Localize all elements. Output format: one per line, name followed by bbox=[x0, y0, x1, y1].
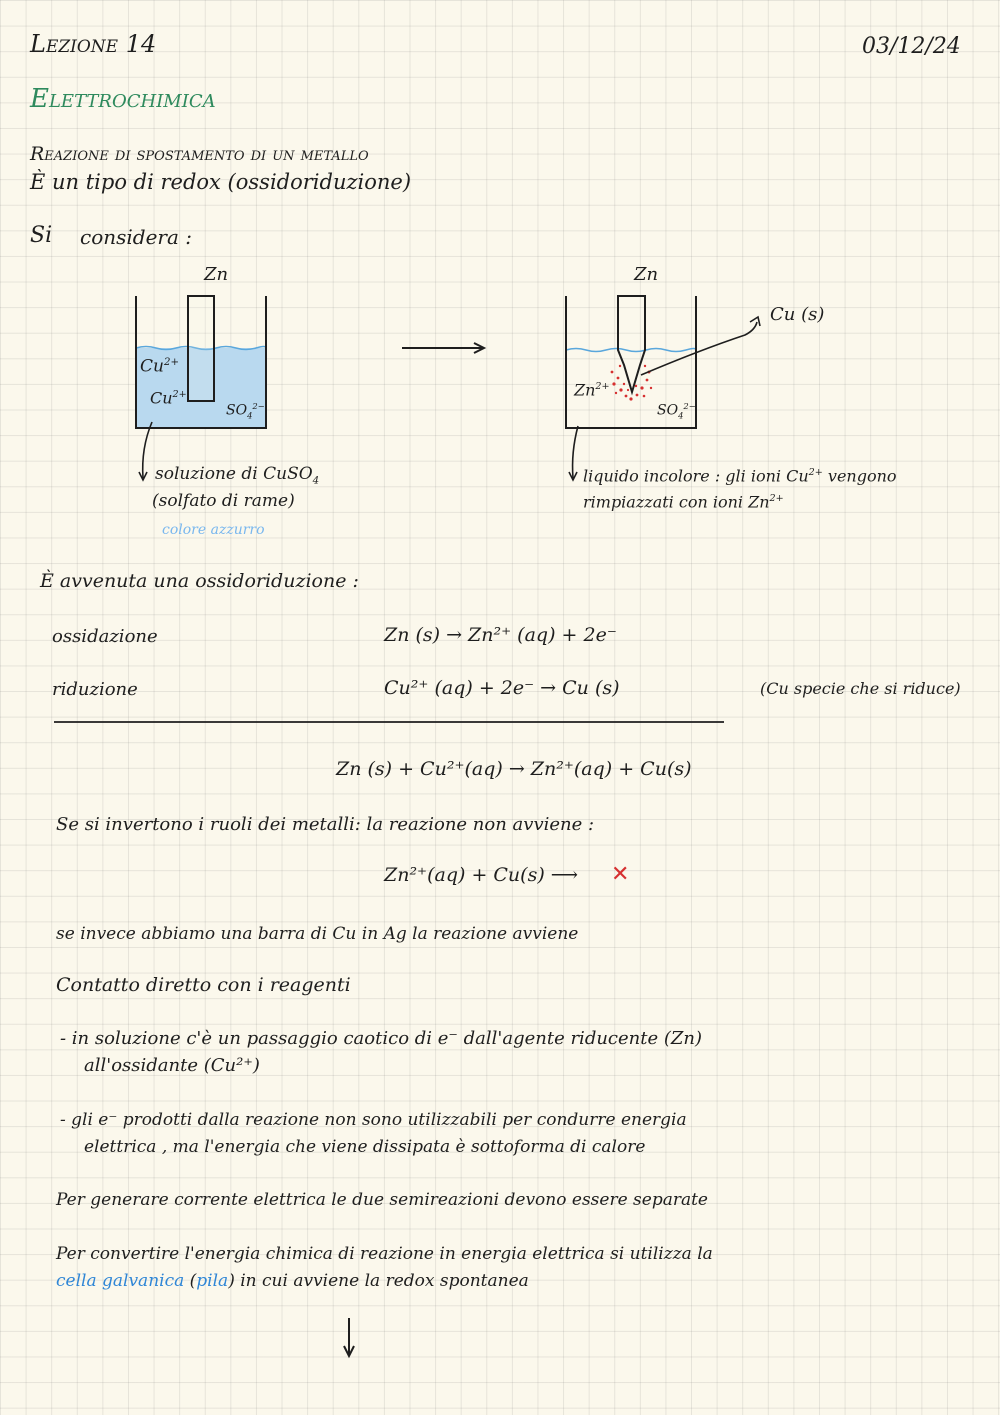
copper-solid-label: Cu (s) bbox=[770, 304, 825, 325]
sulfate-label-right: $SO_4^{2-}$ bbox=[657, 401, 696, 421]
direct-contact-heading: Contatto diretto con i reagenti bbox=[56, 974, 351, 996]
left-zinc-bar bbox=[188, 296, 214, 401]
bullet-energy-line2: elettrica , ma l'energia che viene dissipata è sottoforma di calore bbox=[84, 1137, 646, 1157]
section-heading: Reazione di spostamento di un metallo bbox=[30, 143, 369, 165]
bullet-chaotic-line2: all'ossidante (Cu²⁺) bbox=[84, 1055, 260, 1076]
left-caption-color: colore azzurro bbox=[162, 522, 265, 538]
convert-energy-line2: cella galvanica (pila) in cui avviene la redox spontanea bbox=[56, 1271, 529, 1291]
intro-line-redox: È un tipo di redox (ossidoriduzione) bbox=[30, 170, 412, 194]
intro-considera: considera : bbox=[80, 225, 193, 249]
right-caption-line1: liquido incolore : gli ioni $Cu^{2+}$ vengono bbox=[583, 466, 897, 486]
pile-term: pila bbox=[196, 1271, 229, 1291]
convert-energy-line1: Per convertire l'energia chimica di reazione in energia elettrica si utilizza la bbox=[56, 1244, 713, 1264]
redox-intro: È avvenuta una ossidoriduzione : bbox=[40, 570, 359, 592]
separate-halfreactions-text: Per generare corrente elettrica le due semireazioni devono essere separate bbox=[56, 1190, 708, 1210]
cu-ion-label-2: $Cu^{2+}$ bbox=[150, 388, 187, 408]
right-caption-pointer bbox=[573, 426, 578, 478]
copper-deposit bbox=[611, 365, 653, 401]
lesson-number: Lezione 14 bbox=[30, 30, 157, 58]
inverted-roles-text: Se si invertono i ruoli dei metalli: la reazione non avviene : bbox=[56, 814, 595, 835]
right-solution-surface bbox=[566, 349, 696, 352]
reduction-label: riduzione bbox=[52, 679, 138, 700]
bullet-energy-line1: - gli e⁻ prodotti dalla reazione non sono utilizzabili per condurre energia bbox=[60, 1110, 687, 1130]
right-zinc-label: Zn bbox=[634, 264, 659, 285]
left-caption-name: (solfato di rame) bbox=[152, 491, 295, 511]
left-caption-pointer bbox=[143, 422, 152, 478]
left-caption-solution: soluzione di CuSO$_4$ bbox=[155, 464, 320, 487]
right-zinc-bar bbox=[618, 296, 645, 392]
zn-ion-label: $Zn^{2+}$ bbox=[574, 380, 610, 400]
sulfate-label-left: $SO_4^{2-}$ bbox=[226, 401, 265, 421]
total-equation: Zn (s) + Cu²⁺(aq) → Zn²⁺(aq) + Cu(s) bbox=[336, 758, 692, 780]
oxidation-label: ossidazione bbox=[52, 626, 158, 647]
bullet-chaotic-line1: - in soluzione c'è un passaggio caotico di e⁻ dall'agente riducente (Zn) bbox=[60, 1028, 703, 1049]
reduction-equation: Cu²⁺ (aq) + 2e⁻ → Cu (s) bbox=[384, 677, 620, 699]
cu-ion-label-1: $Cu^{2+}$ bbox=[140, 356, 179, 377]
reduction-note: (Cu specie che si riduce) bbox=[760, 679, 961, 698]
lesson-date: 03/12/24 bbox=[862, 34, 961, 59]
silver-reaction-text: se invece abbiamo una barra di Cu in Ag la reazione avviene bbox=[56, 924, 579, 944]
intro-si: Si bbox=[30, 223, 53, 248]
inverted-equation: Zn²⁺(aq) + Cu(s) ⟶ bbox=[384, 864, 579, 886]
right-caption-line2: rimpiazzati con ioni $Zn^{2+}$ bbox=[583, 492, 784, 512]
no-reaction-cross: ✕ bbox=[611, 862, 630, 887]
oxidation-equation: Zn (s) → Zn²⁺ (aq) + 2e⁻ bbox=[384, 624, 617, 646]
galvanic-cell-term: cella galvanica bbox=[56, 1271, 185, 1291]
page-title: Elettrochimica bbox=[30, 84, 216, 114]
left-zinc-label: Zn bbox=[204, 264, 229, 285]
